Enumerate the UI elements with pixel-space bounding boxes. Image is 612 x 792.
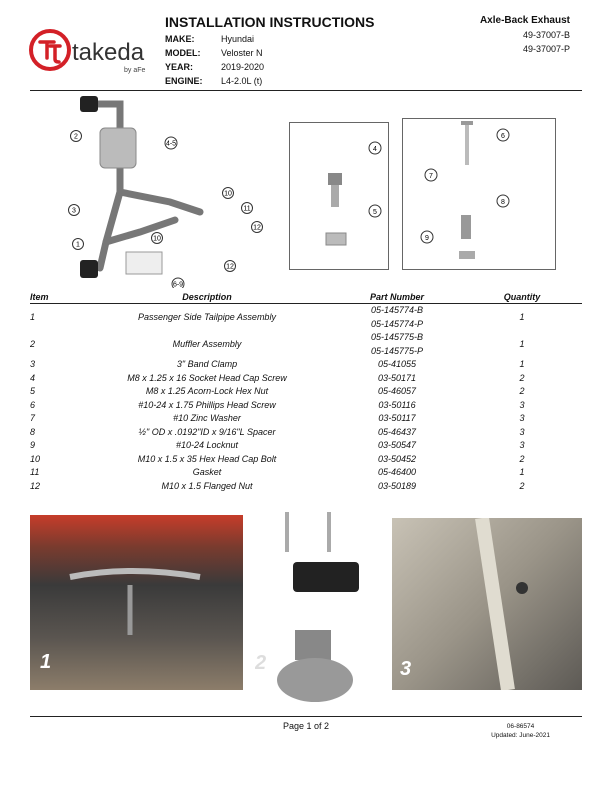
callout-1: 1: [76, 241, 80, 249]
logo-tagline: by aFe: [124, 67, 146, 74]
part-number: 05-46437: [377, 426, 417, 437]
row-item: 1: [30, 311, 36, 322]
row-quantity: 3: [519, 440, 525, 450]
year-value: 2019-2020: [221, 62, 265, 72]
box-callout-4: 4: [373, 146, 377, 153]
row-item: 10: [30, 453, 41, 464]
row-part-number: [332, 480, 462, 494]
row-item: 3: [30, 359, 36, 369]
row-item: 5: [30, 386, 36, 396]
row-description: M8 x 1.25 Acorn-Lock Hex Nut: [145, 386, 269, 396]
engine-label: ENGINE:: [165, 76, 203, 86]
hardware-box-4-5: [289, 122, 389, 270]
row-quantity: 1: [519, 311, 525, 322]
part-number: 05-145774-B: [370, 305, 424, 315]
part-number: 05-145775-B: [370, 332, 424, 342]
table-row: [30, 412, 582, 426]
product-info: [480, 14, 570, 56]
row-quantity: 2: [519, 480, 525, 491]
row-part-number: [332, 385, 462, 399]
row-description: #10 Zinc Washer: [173, 413, 241, 423]
table-row: [30, 466, 582, 480]
col-header-description: Description: [82, 292, 332, 304]
footer-divider: [30, 716, 582, 717]
col-header-item: Item: [30, 292, 82, 304]
row-item: 2: [30, 338, 36, 349]
row-part-number: [332, 399, 462, 413]
row-quantity: 2: [519, 386, 525, 396]
callout-2: 2: [74, 133, 78, 141]
row-quantity: 1: [519, 338, 525, 349]
row-quantity: 2: [519, 372, 525, 383]
model-value: Veloster N: [221, 48, 263, 58]
row-part-number: [332, 439, 462, 453]
photo-muffler-hardware: [255, 510, 375, 710]
row-part-number: [332, 453, 462, 467]
logo-brand-text: takeda: [72, 39, 145, 66]
row-item: 11: [30, 467, 40, 477]
row-description: M8 x 1.25 x 16 Socket Head Cap Screw: [127, 372, 287, 383]
part-number-p: 49-37007-P: [522, 44, 570, 54]
table-row: [30, 453, 582, 467]
box-callout-9: 9: [425, 235, 429, 242]
part-number: 05-145775-P: [370, 345, 424, 356]
row-quantity: 3: [519, 413, 525, 423]
table-row: [30, 439, 582, 453]
part-number: 03-50547: [377, 440, 417, 450]
row-description: ½" OD x .0192"ID x 9/16"L Spacer: [138, 426, 276, 437]
header-divider: [30, 90, 582, 91]
row-part-number: [332, 426, 462, 440]
table-row: [30, 385, 582, 399]
photo-underside-vehicle: [30, 515, 243, 690]
photo-label-2: 2: [255, 652, 267, 674]
document-title: INSTALLATION INSTRUCTIONS: [165, 14, 375, 30]
row-description: M10 x 1.5 Flanged Nut: [161, 480, 253, 491]
row-description: Passenger Side Tailpipe Assembly: [138, 311, 276, 322]
row-part-number: [332, 466, 462, 480]
row-description: #10-24 Locknut: [175, 440, 239, 450]
row-item: 4: [30, 372, 36, 383]
row-item: 9: [30, 440, 36, 450]
callout-6-9: 6-9: [172, 281, 184, 288]
row-part-number: [332, 331, 462, 358]
make-value: Hyundai: [221, 34, 255, 44]
callout-12-b: 12: [226, 263, 234, 271]
col-header-quantity: Quantity: [462, 292, 582, 304]
row-description: #10-24 x 1.75 Phillips Head Screw: [138, 399, 276, 410]
engine-value: L4-2.0L (t): [221, 76, 263, 86]
part-number: 03-50116: [378, 399, 416, 410]
doc-code: 06-86574: [506, 723, 535, 730]
row-part-number: [332, 412, 462, 426]
photo-label-3: 3: [400, 658, 412, 680]
table-row: [30, 399, 582, 413]
row-part-number: [332, 372, 462, 386]
hardware-box-6-9: [402, 118, 556, 270]
box-callout-6: 6: [501, 133, 505, 140]
callout-11: 11: [243, 205, 251, 213]
callout-4-5: 4-5: [165, 140, 177, 148]
part-number: 03-50189: [377, 480, 417, 491]
table-row: [30, 304, 582, 332]
row-quantity: 1: [519, 467, 525, 477]
photo-hanger-bracket: [392, 518, 582, 690]
row-item: 12: [30, 480, 41, 491]
col-header-part-number: Part Number: [332, 292, 462, 304]
exhaust-diagram: [60, 92, 280, 288]
table-row: [30, 480, 582, 494]
callout-10-b: 10: [153, 235, 161, 243]
table-row: [30, 358, 582, 372]
row-item: 8: [30, 426, 36, 437]
part-number-b: 49-37007-B: [522, 30, 570, 40]
part-number: 03-50452: [377, 453, 417, 464]
row-item: 6: [30, 399, 36, 410]
part-number: 03-50171: [377, 372, 417, 383]
box-callout-8: 8: [501, 199, 505, 206]
product-name: Axle-Back Exhaust: [479, 15, 570, 26]
row-part-number: [332, 304, 462, 332]
table-row: [30, 372, 582, 386]
callout-10-a: 10: [224, 190, 232, 198]
table-row: [30, 331, 582, 358]
parts-table: [30, 292, 582, 493]
callout-12-a: 12: [253, 224, 261, 232]
make-label: MAKE:: [165, 34, 195, 44]
table-row: [30, 426, 582, 440]
vehicle-info: [165, 32, 264, 88]
box-callout-7: 7: [429, 173, 433, 180]
part-number: 05-46057: [377, 386, 417, 396]
row-description: M10 x 1.5 x 35 Hex Head Cap Bolt: [137, 453, 277, 464]
part-number: 05-46400: [377, 467, 417, 477]
document-code: [491, 722, 550, 740]
row-description: Gasket: [192, 467, 222, 477]
year-label: YEAR:: [165, 62, 194, 72]
photo-label-1: 1: [40, 651, 52, 673]
row-quantity: 1: [519, 359, 525, 369]
part-number: 03-50117: [378, 413, 416, 423]
box-callout-5: 5: [373, 209, 377, 216]
row-quantity: 3: [519, 399, 525, 410]
row-part-number: [332, 358, 462, 372]
row-description: Muffler Assembly: [172, 338, 242, 349]
row-quantity: 3: [519, 426, 525, 437]
row-item: 7: [30, 413, 36, 423]
part-number: 05-145774-P: [370, 318, 424, 329]
table-header-row: [30, 292, 582, 304]
part-number: 05-41055: [377, 359, 417, 369]
updated-date: Updated: June-2021: [491, 732, 550, 739]
row-description: 3" Band Clamp: [176, 359, 238, 369]
page-number: Page 1 of 2: [282, 721, 330, 731]
callout-3: 3: [72, 207, 76, 215]
row-quantity: 2: [519, 453, 525, 464]
takeda-logo: [28, 28, 158, 76]
model-label: MODEL:: [165, 48, 201, 58]
